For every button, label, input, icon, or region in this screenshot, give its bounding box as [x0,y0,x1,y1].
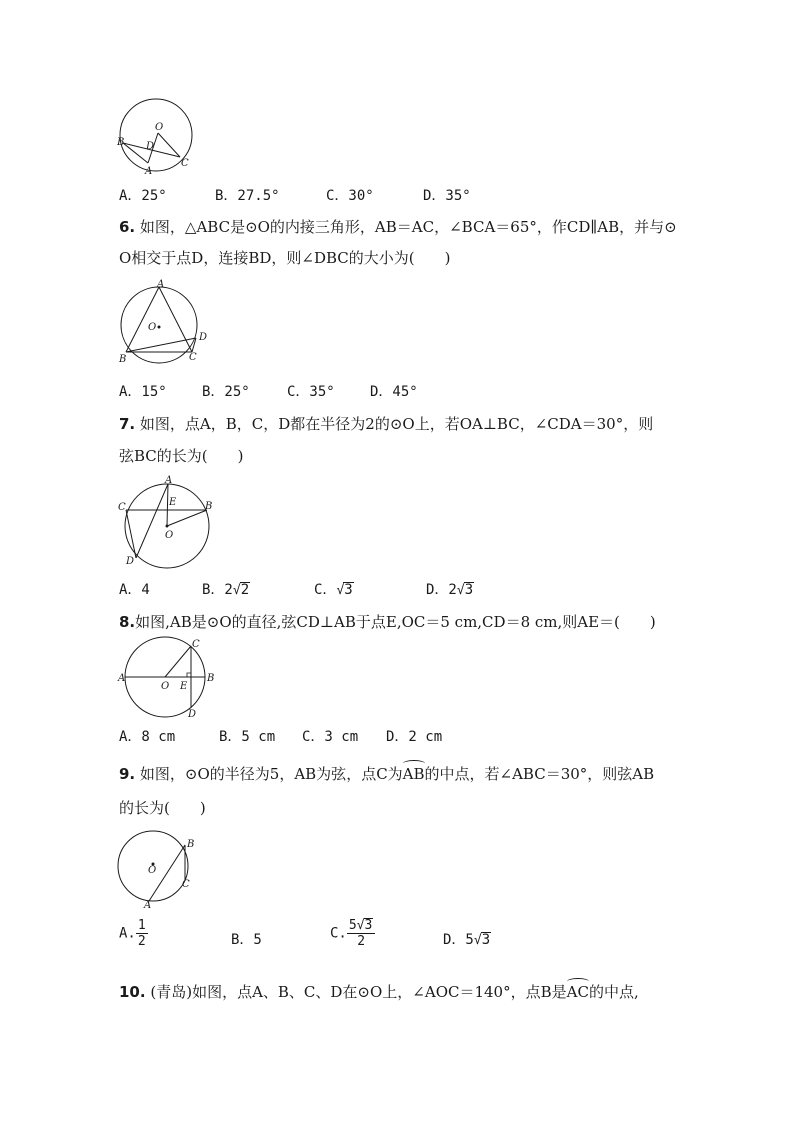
q8-option-a: A．8 cm [119,729,176,745]
q6-label-d: D [199,332,208,343]
q8-label-e: E [180,681,188,692]
q10-number: 10. [119,983,146,1001]
q9-line-1: 9. 如图，⊙O的半径为5，AB为弦，点C为AB的中点，若∠ABC＝30°，则弦AB [119,765,655,783]
q9-label-c: C [182,879,190,890]
q8-label-o: O [161,681,170,692]
q7-label-o: O [165,530,174,541]
q7-line-1: 7. 如图，点A，B，C，D都在半径为2的⊙O上，若OA⊥BC，∠CDA＝30°，则 [119,415,654,433]
q9-label-b: B [187,839,195,850]
q7-number: 7. [119,415,136,433]
q8-line-1: 8.如图,AB是⊙O的直径,弦CD⊥AB于点E,OC＝5 cm,CD＝8 cm,则AE＝( ) [119,613,656,631]
q9-label-o: O [148,865,157,876]
q9-number: 9. [119,765,136,783]
q8-label-b: B [207,673,215,684]
q8-option-c: C．3 cm [302,729,359,745]
q9-line-2: 的长为( ) [119,799,206,817]
q7-label-d: D [126,556,135,567]
q7-option-a: A．4 [119,582,150,598]
q8-label-c: C [192,639,200,650]
q5-label-b: B [117,137,125,148]
q7-option-b: B．2√2 [202,582,250,598]
q8-option-b: B．5 cm [219,729,276,745]
q6-label-b: B [119,354,127,365]
q5-label-o: O [155,122,164,133]
q5-option-d: D．35° [423,188,471,204]
q9-figure [115,826,205,908]
q6-label-a: A [157,279,165,290]
q6-label-c: C [189,352,197,363]
q7-label-b: B [205,501,213,512]
q6-line-2: O相交于点D，连接BD，则∠DBC的大小为( ) [119,249,451,267]
q5-option-b: B．27.5° [215,188,280,204]
q9-option-a: A. $\frac{1}{2}$ [119,918,146,949]
q8-figure [115,633,220,721]
q8-number: 8. [119,613,136,631]
q10-line-1: 10. (青岛)如图，点A、B、C、D在⊙O上，∠AOC＝140°，点B是AC的中点, [119,983,639,1001]
q7-option-d: D．2√3 [426,582,474,598]
q8-option-d: D．2 cm [386,729,443,745]
q8-label-d: D [188,709,197,720]
q6-figure [112,278,212,366]
q6-label-o: O [148,322,157,333]
q9-label-a: A [144,900,152,908]
q5-option-a: A．25° [119,188,167,204]
q7-figure [115,474,217,570]
q7-label-a: A [165,475,173,486]
q5-label-c: C [181,158,189,169]
q6-option-c: C．35° [287,384,335,400]
q9-option-c: C. $\frac{5√3}{2}$ [330,918,375,949]
q9-arc-ab: AB [402,765,425,783]
q6-option-b: B．25° [202,384,250,400]
q7-option-c: C．√3 [314,582,353,598]
q7-line-2: 弦BC的长为( ) [119,447,244,465]
q7-label-e: E [169,497,177,508]
q8-label-a: A [118,673,126,684]
q6-option-a: A．15° [119,384,167,400]
q7-label-c: C [118,502,126,513]
q5-option-c: C．30° [326,188,374,204]
q6-number: 6. [119,218,136,236]
q9-option-d: D．5√3 [443,932,491,948]
q5-label-a: A [145,166,153,177]
q5-figure [112,95,202,180]
q6-option-d: D．45° [370,384,418,400]
q5-label-d: D [146,141,155,152]
q6-line-1: 6. 如图，△ABC是⊙O的内接三角形，AB＝AC，∠BCA＝65°，作CD∥AB，并与⊙ [119,218,677,236]
q9-option-b: B．5 [231,932,262,948]
q10-arc-ac: AC [566,983,589,1001]
